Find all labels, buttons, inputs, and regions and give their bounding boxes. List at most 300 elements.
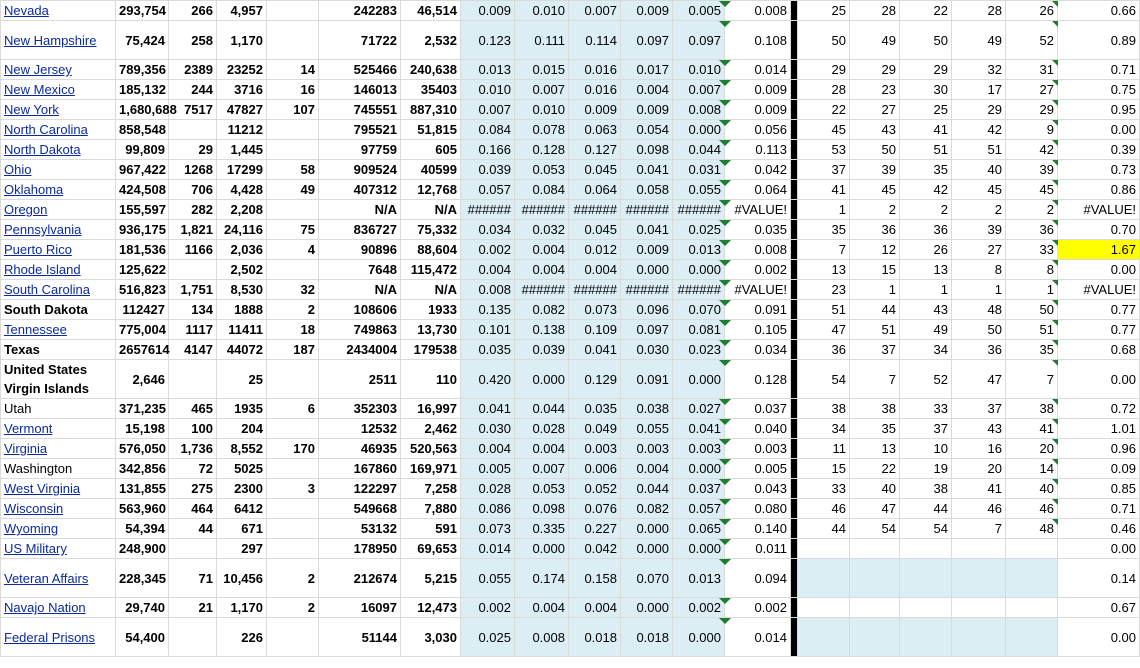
rank-cell[interactable]: 28: [952, 1, 1006, 21]
count-cell[interactable]: 1,821: [169, 220, 217, 240]
ratio-cell[interactable]: 0.007: [569, 1, 621, 21]
ratio-cell[interactable]: 0.041: [461, 399, 515, 419]
value-cell[interactable]: 122297: [319, 479, 401, 499]
rank-cell[interactable]: 23: [850, 80, 900, 100]
count-cell[interactable]: 1,170: [217, 598, 267, 618]
rank-cell[interactable]: 52: [1006, 21, 1058, 60]
rank-cell[interactable]: [798, 598, 850, 618]
count-cell[interactable]: [169, 260, 217, 280]
value-cell[interactable]: 12,768: [401, 180, 461, 200]
ratio-cell[interactable]: 0.003: [569, 439, 621, 459]
ratio-cell[interactable]: ######: [569, 200, 621, 220]
rank-cell[interactable]: 48: [1006, 519, 1058, 539]
rank-cell[interactable]: 13: [798, 260, 850, 280]
rank-cell[interactable]: 26: [900, 240, 952, 260]
rank-cell[interactable]: 35: [900, 160, 952, 180]
score-cell[interactable]: 0.77: [1058, 320, 1140, 340]
ratio-cell[interactable]: 0.031: [673, 160, 725, 180]
total-cell[interactable]: 789,356: [116, 60, 169, 80]
ratio-cell[interactable]: 0.055: [621, 419, 673, 439]
ratio-cell[interactable]: 0.073: [461, 519, 515, 539]
rank-cell[interactable]: 14: [1006, 459, 1058, 479]
ratio-cell[interactable]: 0.000: [621, 260, 673, 280]
value-cell[interactable]: 46935: [319, 439, 401, 459]
rank-cell[interactable]: 25: [900, 100, 952, 120]
rank-cell[interactable]: [798, 618, 850, 657]
average-cell[interactable]: 0.008: [725, 1, 791, 21]
count-cell[interactable]: 226: [217, 618, 267, 657]
ratio-cell[interactable]: 0.007: [461, 100, 515, 120]
value-cell[interactable]: N/A: [401, 280, 461, 300]
average-cell[interactable]: 0.094: [725, 559, 791, 598]
row-name-cell[interactable]: Federal Prisons: [1, 618, 116, 657]
rank-cell[interactable]: 42: [952, 120, 1006, 140]
value-cell[interactable]: 75,332: [401, 220, 461, 240]
rank-cell[interactable]: 36: [798, 340, 850, 360]
value-cell[interactable]: 178950: [319, 539, 401, 559]
row-name-cell[interactable]: Wyoming: [1, 519, 116, 539]
ratio-cell[interactable]: 0.009: [621, 100, 673, 120]
count-cell[interactable]: 47827: [217, 100, 267, 120]
ratio-cell[interactable]: 0.004: [461, 439, 515, 459]
ratio-cell[interactable]: 0.002: [461, 240, 515, 260]
ratio-cell[interactable]: 0.009: [621, 240, 673, 260]
count-cell[interactable]: 297: [217, 539, 267, 559]
rank-cell[interactable]: 51: [900, 140, 952, 160]
value-cell[interactable]: 13,730: [401, 320, 461, 340]
count-cell[interactable]: 4,428: [217, 180, 267, 200]
count-cell[interactable]: 32: [267, 280, 319, 300]
ratio-cell[interactable]: 0.158: [569, 559, 621, 598]
rank-cell[interactable]: 37: [850, 340, 900, 360]
count-cell[interactable]: 1,736: [169, 439, 217, 459]
count-cell[interactable]: 72: [169, 459, 217, 479]
row-name-cell[interactable]: Nevada: [1, 1, 116, 21]
rank-cell[interactable]: 36: [900, 220, 952, 240]
row-name-cell[interactable]: Tennessee: [1, 320, 116, 340]
ratio-cell[interactable]: 0.014: [461, 539, 515, 559]
score-cell[interactable]: 0.39: [1058, 140, 1140, 160]
count-cell[interactable]: 170: [267, 439, 319, 459]
ratio-cell[interactable]: 0.027: [673, 399, 725, 419]
ratio-cell[interactable]: 0.038: [621, 399, 673, 419]
row-name-cell[interactable]: US Military: [1, 539, 116, 559]
ratio-cell[interactable]: 0.007: [515, 459, 569, 479]
count-cell[interactable]: 2,208: [217, 200, 267, 220]
total-cell[interactable]: 2657614: [116, 340, 169, 360]
rank-cell[interactable]: 1: [798, 200, 850, 220]
average-cell[interactable]: #VALUE!: [725, 200, 791, 220]
count-cell[interactable]: 8,530: [217, 280, 267, 300]
count-cell[interactable]: 21: [169, 598, 217, 618]
row-name-cell[interactable]: Washington: [1, 459, 116, 479]
rank-cell[interactable]: 46: [952, 499, 1006, 519]
row-name-cell[interactable]: Utah: [1, 399, 116, 419]
value-cell[interactable]: 12,473: [401, 598, 461, 618]
ratio-cell[interactable]: ######: [569, 280, 621, 300]
rank-cell[interactable]: 46: [1006, 499, 1058, 519]
rank-cell[interactable]: 22: [900, 1, 952, 21]
count-cell[interactable]: 18: [267, 320, 319, 340]
ratio-cell[interactable]: ######: [673, 200, 725, 220]
ratio-cell[interactable]: 0.037: [673, 479, 725, 499]
rank-cell[interactable]: 54: [900, 519, 952, 539]
value-cell[interactable]: 591: [401, 519, 461, 539]
row-name-cell[interactable]: South Carolina: [1, 280, 116, 300]
total-cell[interactable]: 75,424: [116, 21, 169, 60]
count-cell[interactable]: 2: [267, 559, 319, 598]
ratio-cell[interactable]: 0.084: [515, 180, 569, 200]
ratio-cell[interactable]: 0.055: [673, 180, 725, 200]
rank-cell[interactable]: 47: [798, 320, 850, 340]
ratio-cell[interactable]: 0.053: [515, 479, 569, 499]
rank-cell[interactable]: [1006, 618, 1058, 657]
count-cell[interactable]: 5025: [217, 459, 267, 479]
value-cell[interactable]: 7,258: [401, 479, 461, 499]
total-cell[interactable]: 125,622: [116, 260, 169, 280]
total-cell[interactable]: 371,235: [116, 399, 169, 419]
count-cell[interactable]: 17299: [217, 160, 267, 180]
ratio-cell[interactable]: 0.054: [621, 120, 673, 140]
rank-cell[interactable]: 19: [900, 459, 952, 479]
rank-cell[interactable]: 17: [952, 80, 1006, 100]
count-cell[interactable]: 244: [169, 80, 217, 100]
ratio-cell[interactable]: 0.070: [621, 559, 673, 598]
ratio-cell[interactable]: 0.420: [461, 360, 515, 399]
ratio-cell[interactable]: 0.129: [569, 360, 621, 399]
rank-cell[interactable]: [1006, 559, 1058, 598]
rank-cell[interactable]: 51: [952, 140, 1006, 160]
ratio-cell[interactable]: 0.041: [569, 340, 621, 360]
ratio-cell[interactable]: 0.081: [673, 320, 725, 340]
rank-cell[interactable]: 43: [952, 419, 1006, 439]
count-cell[interactable]: 3: [267, 479, 319, 499]
value-cell[interactable]: 16,997: [401, 399, 461, 419]
ratio-cell[interactable]: ######: [515, 200, 569, 220]
total-cell[interactable]: 228,345: [116, 559, 169, 598]
ratio-cell[interactable]: 0.097: [673, 21, 725, 60]
ratio-cell[interactable]: 0.114: [569, 21, 621, 60]
average-cell[interactable]: 0.002: [725, 260, 791, 280]
rank-cell[interactable]: 13: [850, 439, 900, 459]
count-cell[interactable]: 44: [169, 519, 217, 539]
rank-cell[interactable]: 23: [798, 280, 850, 300]
ratio-cell[interactable]: 0.018: [569, 618, 621, 657]
rank-cell[interactable]: 30: [900, 80, 952, 100]
average-cell[interactable]: 0.056: [725, 120, 791, 140]
rank-cell[interactable]: [850, 539, 900, 559]
ratio-cell[interactable]: 0.045: [569, 160, 621, 180]
count-cell[interactable]: [169, 120, 217, 140]
ratio-cell[interactable]: 0.057: [673, 499, 725, 519]
score-cell[interactable]: 0.72: [1058, 399, 1140, 419]
value-cell[interactable]: 88,604: [401, 240, 461, 260]
count-cell[interactable]: 4147: [169, 340, 217, 360]
ratio-cell[interactable]: 0.041: [621, 220, 673, 240]
rank-cell[interactable]: 38: [900, 479, 952, 499]
ratio-cell[interactable]: 0.023: [673, 340, 725, 360]
average-cell[interactable]: 0.037: [725, 399, 791, 419]
rank-cell[interactable]: 54: [850, 519, 900, 539]
score-cell[interactable]: 0.00: [1058, 260, 1140, 280]
score-cell[interactable]: 0.77: [1058, 300, 1140, 320]
rank-cell[interactable]: 46: [798, 499, 850, 519]
average-cell[interactable]: 0.140: [725, 519, 791, 539]
count-cell[interactable]: 1888: [217, 300, 267, 320]
value-cell[interactable]: 5,215: [401, 559, 461, 598]
value-cell[interactable]: 115,472: [401, 260, 461, 280]
rank-cell[interactable]: 42: [1006, 140, 1058, 160]
score-cell[interactable]: 0.71: [1058, 499, 1140, 519]
ratio-cell[interactable]: 0.006: [569, 459, 621, 479]
total-cell[interactable]: 155,597: [116, 200, 169, 220]
average-cell[interactable]: 0.009: [725, 80, 791, 100]
rank-cell[interactable]: 10: [900, 439, 952, 459]
row-name-cell[interactable]: New Mexico: [1, 80, 116, 100]
ratio-cell[interactable]: 0.012: [569, 240, 621, 260]
ratio-cell[interactable]: 0.008: [515, 618, 569, 657]
ratio-cell[interactable]: 0.111: [515, 21, 569, 60]
rank-cell[interactable]: 37: [952, 399, 1006, 419]
ratio-cell[interactable]: 0.034: [461, 220, 515, 240]
value-cell[interactable]: 16097: [319, 598, 401, 618]
ratio-cell[interactable]: 0.097: [621, 21, 673, 60]
ratio-cell[interactable]: 0.042: [569, 539, 621, 559]
rank-cell[interactable]: 8: [952, 260, 1006, 280]
count-cell[interactable]: 2300: [217, 479, 267, 499]
count-cell[interactable]: 671: [217, 519, 267, 539]
count-cell[interactable]: 1,445: [217, 140, 267, 160]
value-cell[interactable]: 1933: [401, 300, 461, 320]
total-cell[interactable]: 563,960: [116, 499, 169, 519]
count-cell[interactable]: 75: [267, 220, 319, 240]
total-cell[interactable]: 54,400: [116, 618, 169, 657]
rank-cell[interactable]: 22: [850, 459, 900, 479]
rank-cell[interactable]: 51: [798, 300, 850, 320]
rank-cell[interactable]: 2: [952, 200, 1006, 220]
rank-cell[interactable]: 47: [850, 499, 900, 519]
rank-cell[interactable]: 1: [1006, 280, 1058, 300]
rank-cell[interactable]: 28: [798, 80, 850, 100]
value-cell[interactable]: 2434004: [319, 340, 401, 360]
ratio-cell[interactable]: ######: [621, 280, 673, 300]
ratio-cell[interactable]: 0.003: [673, 439, 725, 459]
value-cell[interactable]: 2,532: [401, 21, 461, 60]
count-cell[interactable]: [267, 21, 319, 60]
ratio-cell[interactable]: 0.041: [673, 419, 725, 439]
ratio-cell[interactable]: 0.000: [673, 120, 725, 140]
count-cell[interactable]: 1,751: [169, 280, 217, 300]
count-cell[interactable]: 1117: [169, 320, 217, 340]
count-cell[interactable]: 204: [217, 419, 267, 439]
rank-cell[interactable]: [850, 618, 900, 657]
ratio-cell[interactable]: 0.025: [461, 618, 515, 657]
row-name-cell[interactable]: New York: [1, 100, 116, 120]
rank-cell[interactable]: [798, 559, 850, 598]
rank-cell[interactable]: 12: [850, 240, 900, 260]
count-cell[interactable]: 49: [267, 180, 319, 200]
value-cell[interactable]: N/A: [319, 280, 401, 300]
ratio-cell[interactable]: 0.013: [461, 60, 515, 80]
average-cell[interactable]: 0.002: [725, 598, 791, 618]
rank-cell[interactable]: [952, 539, 1006, 559]
rank-cell[interactable]: 15: [850, 260, 900, 280]
count-cell[interactable]: [267, 459, 319, 479]
count-cell[interactable]: 29: [169, 140, 217, 160]
value-cell[interactable]: 110: [401, 360, 461, 399]
count-cell[interactable]: [169, 618, 217, 657]
rank-cell[interactable]: 37: [900, 419, 952, 439]
value-cell[interactable]: 352303: [319, 399, 401, 419]
ratio-cell[interactable]: 0.135: [461, 300, 515, 320]
ratio-cell[interactable]: 0.000: [515, 539, 569, 559]
score-cell[interactable]: 0.75: [1058, 80, 1140, 100]
ratio-cell[interactable]: 0.002: [461, 598, 515, 618]
ratio-cell[interactable]: 0.009: [461, 1, 515, 21]
count-cell[interactable]: [267, 1, 319, 21]
ratio-cell[interactable]: 0.016: [569, 80, 621, 100]
ratio-cell[interactable]: 0.082: [515, 300, 569, 320]
rank-cell[interactable]: 7: [850, 360, 900, 399]
average-cell[interactable]: 0.064: [725, 180, 791, 200]
ratio-cell[interactable]: ######: [673, 280, 725, 300]
score-cell[interactable]: 0.95: [1058, 100, 1140, 120]
count-cell[interactable]: 6: [267, 399, 319, 419]
count-cell[interactable]: 2,502: [217, 260, 267, 280]
ratio-cell[interactable]: 0.035: [461, 340, 515, 360]
rank-cell[interactable]: [798, 539, 850, 559]
rank-cell[interactable]: 41: [952, 479, 1006, 499]
score-cell[interactable]: 0.66: [1058, 1, 1140, 21]
rank-cell[interactable]: 41: [1006, 419, 1058, 439]
rank-cell[interactable]: 16: [952, 439, 1006, 459]
count-cell[interactable]: [169, 539, 217, 559]
ratio-cell[interactable]: ######: [515, 280, 569, 300]
ratio-cell[interactable]: ######: [621, 200, 673, 220]
score-cell[interactable]: 0.70: [1058, 220, 1140, 240]
rank-cell[interactable]: 38: [1006, 399, 1058, 419]
rank-cell[interactable]: [850, 559, 900, 598]
count-cell[interactable]: 16: [267, 80, 319, 100]
ratio-cell[interactable]: 0.098: [621, 140, 673, 160]
count-cell[interactable]: 100: [169, 419, 217, 439]
row-name-cell[interactable]: Pennsylvania: [1, 220, 116, 240]
ratio-cell[interactable]: 0.109: [569, 320, 621, 340]
ratio-cell[interactable]: 0.055: [461, 559, 515, 598]
count-cell[interactable]: 1,170: [217, 21, 267, 60]
score-cell[interactable]: #VALUE!: [1058, 280, 1140, 300]
rank-cell[interactable]: 36: [850, 220, 900, 240]
ratio-cell[interactable]: 0.030: [461, 419, 515, 439]
count-cell[interactable]: [267, 260, 319, 280]
rank-cell[interactable]: [952, 598, 1006, 618]
rank-cell[interactable]: 54: [798, 360, 850, 399]
value-cell[interactable]: 909524: [319, 160, 401, 180]
count-cell[interactable]: 6412: [217, 499, 267, 519]
total-cell[interactable]: 967,422: [116, 160, 169, 180]
rank-cell[interactable]: 52: [900, 360, 952, 399]
value-cell[interactable]: 179538: [401, 340, 461, 360]
rank-cell[interactable]: 36: [1006, 220, 1058, 240]
score-cell[interactable]: 0.85: [1058, 479, 1140, 499]
ratio-cell[interactable]: 0.003: [621, 439, 673, 459]
value-cell[interactable]: 51144: [319, 618, 401, 657]
rank-cell[interactable]: 41: [900, 120, 952, 140]
total-cell[interactable]: 424,508: [116, 180, 169, 200]
value-cell[interactable]: 51,815: [401, 120, 461, 140]
ratio-cell[interactable]: 0.058: [621, 180, 673, 200]
rank-cell[interactable]: [1006, 539, 1058, 559]
average-cell[interactable]: 0.113: [725, 140, 791, 160]
value-cell[interactable]: 605: [401, 140, 461, 160]
rank-cell[interactable]: 49: [900, 320, 952, 340]
ratio-cell[interactable]: 0.000: [673, 539, 725, 559]
rank-cell[interactable]: 50: [1006, 300, 1058, 320]
ratio-cell[interactable]: 0.000: [673, 459, 725, 479]
ratio-cell[interactable]: 0.028: [461, 479, 515, 499]
rank-cell[interactable]: 38: [850, 399, 900, 419]
rank-cell[interactable]: [900, 559, 952, 598]
ratio-cell[interactable]: 0.004: [621, 459, 673, 479]
average-cell[interactable]: 0.042: [725, 160, 791, 180]
ratio-cell[interactable]: 0.032: [515, 220, 569, 240]
count-cell[interactable]: 7517: [169, 100, 217, 120]
count-cell[interactable]: 2,036: [217, 240, 267, 260]
count-cell[interactable]: 266: [169, 1, 217, 21]
rank-cell[interactable]: 47: [952, 360, 1006, 399]
value-cell[interactable]: N/A: [401, 200, 461, 220]
value-cell[interactable]: 69,653: [401, 539, 461, 559]
total-cell[interactable]: 112427: [116, 300, 169, 320]
score-cell[interactable]: 0.86: [1058, 180, 1140, 200]
count-cell[interactable]: [267, 140, 319, 160]
value-cell[interactable]: 53132: [319, 519, 401, 539]
row-name-cell[interactable]: Oklahoma: [1, 180, 116, 200]
rank-cell[interactable]: 34: [798, 419, 850, 439]
rank-cell[interactable]: 2: [900, 200, 952, 220]
ratio-cell[interactable]: 0.000: [673, 360, 725, 399]
count-cell[interactable]: 1268: [169, 160, 217, 180]
value-cell[interactable]: 2,462: [401, 419, 461, 439]
ratio-cell[interactable]: 0.039: [461, 160, 515, 180]
ratio-cell[interactable]: 0.000: [621, 598, 673, 618]
average-cell[interactable]: 0.034: [725, 340, 791, 360]
score-cell[interactable]: 0.89: [1058, 21, 1140, 60]
ratio-cell[interactable]: 0.000: [621, 539, 673, 559]
total-cell[interactable]: 54,394: [116, 519, 169, 539]
value-cell[interactable]: 167860: [319, 459, 401, 479]
rank-cell[interactable]: 45: [1006, 180, 1058, 200]
count-cell[interactable]: 2: [267, 300, 319, 320]
value-cell[interactable]: 46,514: [401, 1, 461, 21]
rank-cell[interactable]: 50: [900, 21, 952, 60]
count-cell[interactable]: 258: [169, 21, 217, 60]
total-cell[interactable]: 131,855: [116, 479, 169, 499]
score-cell[interactable]: 0.00: [1058, 618, 1140, 657]
rank-cell[interactable]: 27: [850, 100, 900, 120]
ratio-cell[interactable]: 0.004: [621, 80, 673, 100]
count-cell[interactable]: [169, 360, 217, 399]
total-cell[interactable]: 248,900: [116, 539, 169, 559]
ratio-cell[interactable]: 0.016: [569, 60, 621, 80]
count-cell[interactable]: 8,552: [217, 439, 267, 459]
ratio-cell[interactable]: 0.166: [461, 140, 515, 160]
total-cell[interactable]: 775,004: [116, 320, 169, 340]
row-name-cell[interactable]: Ohio: [1, 160, 116, 180]
ratio-cell[interactable]: ######: [461, 200, 515, 220]
value-cell[interactable]: 108606: [319, 300, 401, 320]
average-cell[interactable]: 0.014: [725, 618, 791, 657]
